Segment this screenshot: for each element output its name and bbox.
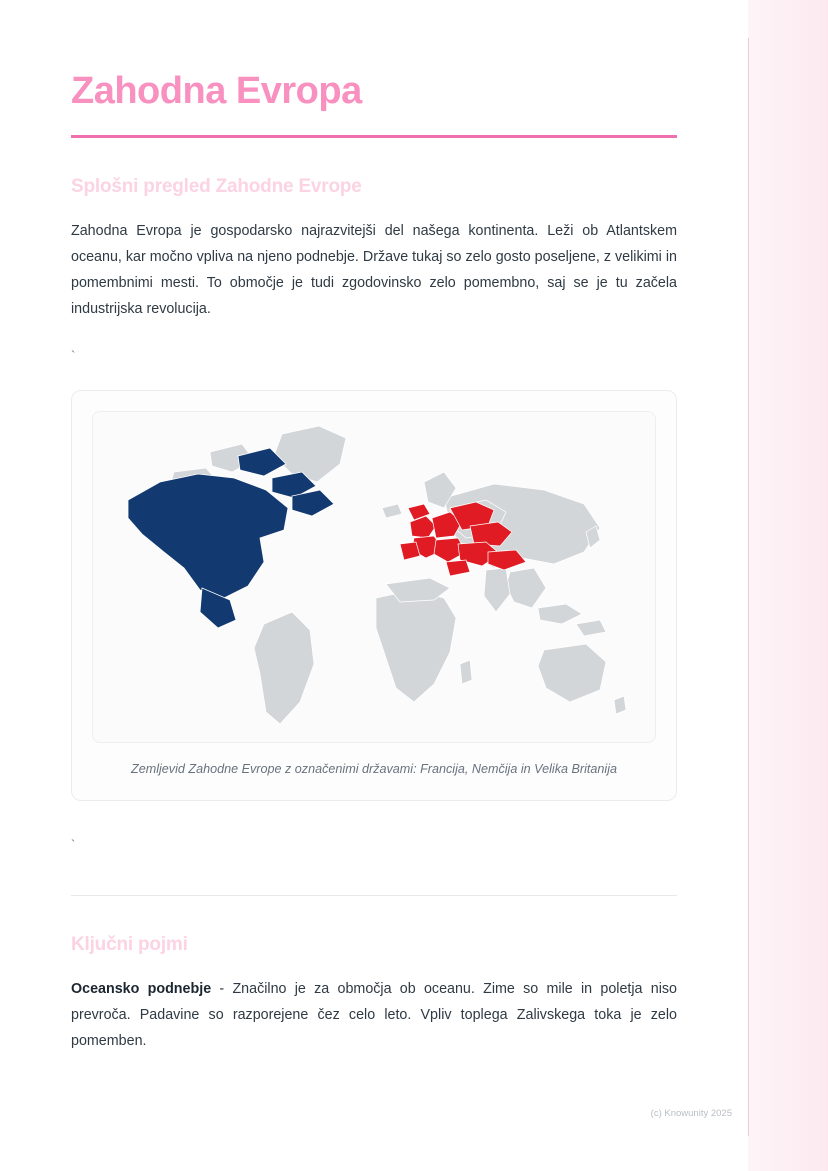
tick-marker-2: ` (71, 837, 76, 852)
page-edge-decoration (748, 0, 828, 1171)
footer-credit: (c) Knowunity 2025 (650, 1108, 732, 1119)
title-underline (71, 135, 677, 138)
section-divider (71, 895, 677, 896)
paragraph-overview: Zahodna Evropa je gospodarsko najrazvitejši del našega kontinenta. Leži ob Atlantskem oceanu, kar močno vpliva na njeno podnebje. Države tukaj so zelo gosto poseljene, z velikimi in pomembnimi mesti. To območje je tudi zgodovinsko zelo pomembno, saj se je tu začela industrijska revolucija. (71, 223, 677, 317)
figure-card (71, 390, 677, 801)
paragraph-term-oceanic-climate (71, 976, 677, 1054)
world-map-icon (93, 412, 655, 742)
tick-marker-1: ` (71, 348, 76, 363)
section-heading-key-terms: Ključni pojmi (71, 934, 188, 955)
term-definition-oceanic-climate: - Značilno je za območja ob oceanu. Zime so mile in poletja niso prevroča. Padavine so razporejene čez celo leto. Vpliv toplega Zalivskega toka je zelo pomemben. (71, 981, 677, 1049)
world-map-figure (92, 411, 656, 743)
page-edge-line (748, 38, 749, 1136)
figure-caption: Zemljevid Zahodne Evrope z označenimi državami: Francija, Nemčija in Velika Britanija (131, 762, 617, 776)
section-heading-overview: Splošni pregled Zahodne Evrope (71, 176, 362, 197)
term-label-oceanic-climate: Oceansko podnebje (71, 981, 212, 997)
page-title: Zahodna Evropa (71, 70, 362, 112)
map-region-north-america (128, 448, 334, 628)
